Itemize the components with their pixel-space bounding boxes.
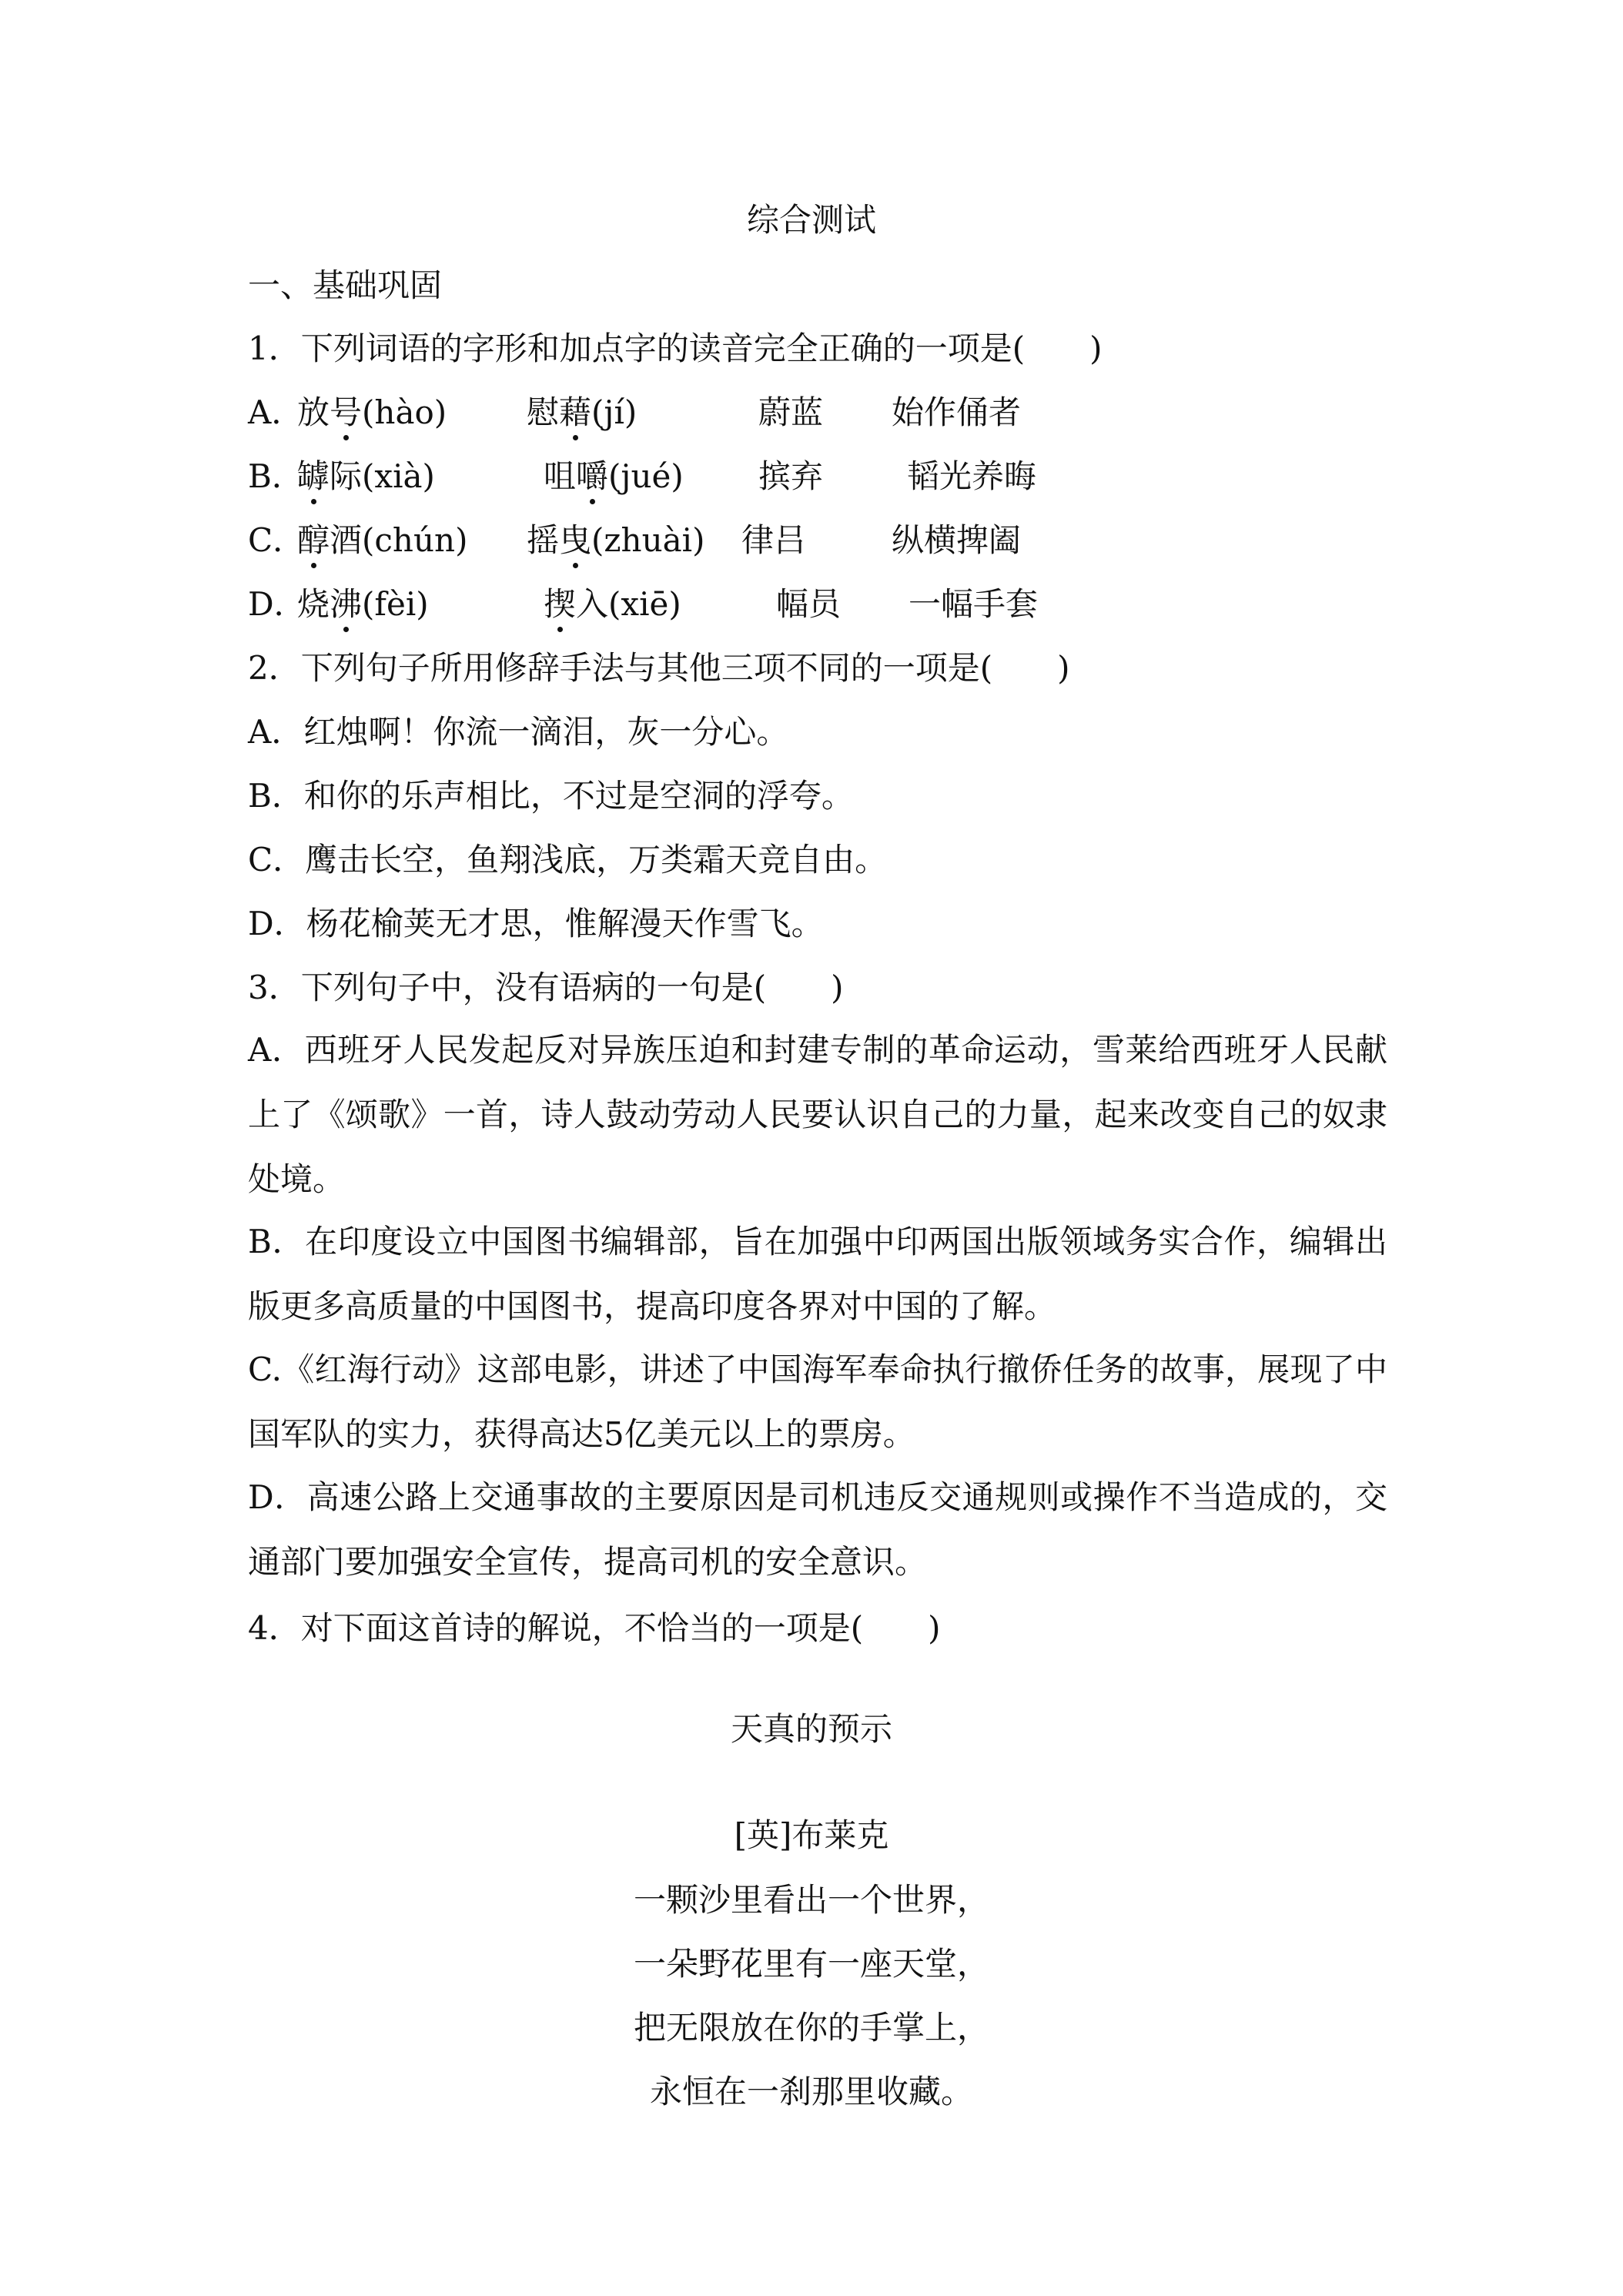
q2-option-c: C．鹰击长空，鱼翔浅底，万类霜天竞自由。 — [248, 841, 888, 879]
option-word-2: 慰藉(jí) — [527, 391, 637, 434]
emphasis-dot: 曳 — [559, 519, 591, 562]
q3-option-c: C.《红海行动》这部电影，讲述了中国海军奉命执行撤侨任务的故事，展现了中国军队的实力，获得高达5亿美元以上的票房。 — [248, 1350, 1387, 1453]
poem-line: 一颗沙里看出一个世界， — [633, 1881, 989, 1919]
emphasis-dot: 揳 — [544, 583, 576, 626]
q2-option-b: B．和你的乐声相比，不过是空洞的浮夸。 — [248, 777, 854, 815]
option-word-1: 醇酒(chún) — [297, 519, 467, 562]
option-word-2: 咀嚼(jué) — [544, 455, 684, 498]
emphasis-dot: 号 — [330, 391, 362, 434]
option-word-1: 放号(hào) — [297, 391, 447, 434]
option-label: B． — [248, 457, 304, 495]
option-word-4: 始作俑者 — [892, 393, 1022, 431]
emphasis-dot: 醇 — [297, 519, 330, 562]
option-word-4: 纵横捭阖 — [892, 521, 1022, 559]
option-word-4: 韬光养晦 — [907, 457, 1037, 495]
question-3-stem: 3．下列句子中，没有语病的一句是( ) — [248, 969, 844, 1006]
poem-line: 把无限放在你的手掌上， — [633, 2009, 989, 2047]
question-1-stem: 1．下列词语的字形和加点字的读音完全正确的一项是( ) — [248, 330, 1103, 367]
option-word-4: 一幅手套 — [909, 585, 1039, 623]
option-word-2: 摇曳(zhuài) — [527, 519, 705, 562]
option-label: A． — [248, 393, 304, 431]
q2-option-d: D．杨花榆荚无才思，惟解漫天作雪飞。 — [248, 905, 824, 942]
poem-author: [英]布莱克 — [734, 1816, 889, 1854]
emphasis-dot: 沸 — [330, 583, 362, 626]
emphasis-dot: 嚼 — [576, 455, 608, 498]
option-word-3: 蔚蓝 — [758, 393, 824, 431]
option-word-3: 律吕 — [741, 521, 807, 559]
q3-option-b: B．在印度设立中国图书编辑部，旨在加强中印两国出版领域务实合作，编辑出版更多高质量的中国图书，提高印度各界对中国的了解。 — [248, 1223, 1387, 1325]
q3-option-a: A．西班牙人民发起反对异族压迫和封建专制的革命运动，雪莱给西班牙人民献上了《颂歌》一首，诗人鼓动劳动人民要认识自己的力量，起来改变自己的奴隶处境。 — [248, 1031, 1387, 1198]
question-4-stem: 4．对下面这首诗的解说，不恰当的一项是( ) — [248, 1609, 941, 1647]
q2-option-a: A．红烛啊！你流一滴泪，灰一分心。 — [248, 713, 789, 751]
option-word-1: 罅际(xià) — [297, 455, 435, 498]
poem-line: 永恒在一刹那里收藏。 — [649, 2073, 973, 2110]
emphasis-dot: 藉 — [559, 391, 591, 434]
q3-option-d: D．高速公路上交通事故的主要原因是司机违反交通规则或操作不当造成的，交通部门要加强安全宣传，提高司机的安全意识。 — [248, 1478, 1387, 1581]
poem-title: 天真的预示 — [730, 1710, 892, 1748]
option-word-2: 揳入(xiē) — [544, 583, 681, 626]
section-heading: 一、基础巩固 — [248, 266, 443, 304]
option-label: C． — [248, 521, 306, 559]
page-title: 综合测试 — [746, 201, 876, 239]
option-word-3: 摈弃 — [758, 457, 824, 495]
emphasis-dot: 罅 — [297, 455, 330, 498]
option-word-3: 幅员 — [776, 585, 842, 623]
poem-line: 一朵野花里有一座天堂， — [633, 1945, 989, 1983]
option-label: D． — [248, 585, 306, 623]
question-2-stem: 2．下列句子所用修辞手法与其他三项不同的一项是( ) — [248, 649, 1070, 687]
option-word-1: 烧沸(fèi) — [297, 583, 429, 626]
